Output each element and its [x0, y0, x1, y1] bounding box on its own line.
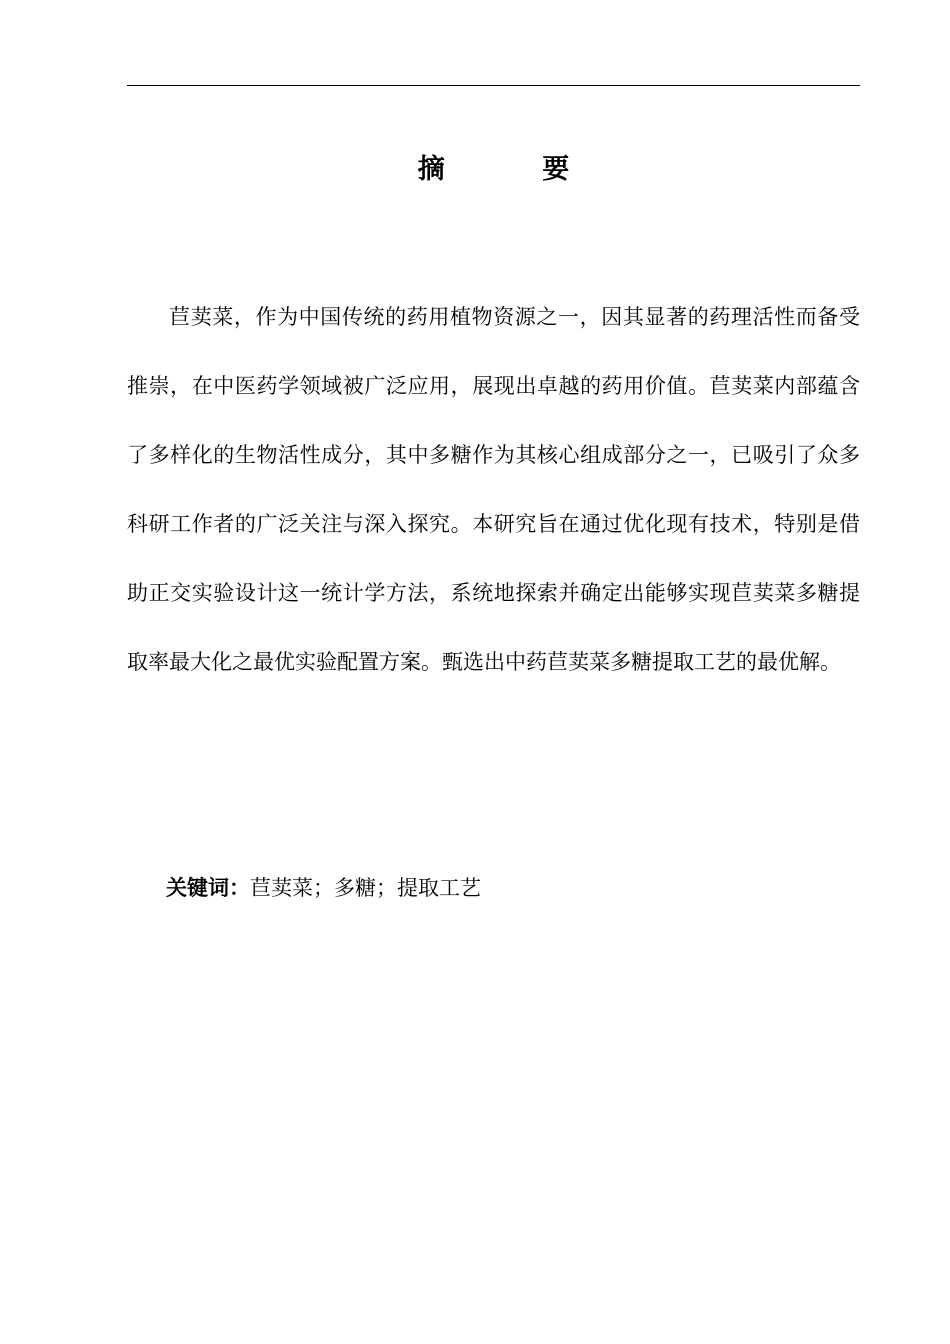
keywords-text: 苣荬菜；多糖；提取工艺: [250, 876, 481, 900]
abstract-paragraph: 苣荬菜，作为中国传统的药用植物资源之一，因其显著的药理活性而备受推崇，在中医药学领域被广泛应用，展现出卓越的药用价值。苣荬菜内部蕴含了多样化的生物活性成分，其中多糖作为其核心组成部分之一，已吸引了众多科研工作者的广泛关注与深入探究。本研究旨在通过优化现有技术，特别是借助正交实验设计这一统计学方法，系统地探索并确定出能够实现苣荬菜多糖提取率最大化之最优实验配置方案。甄选出中药苣荬菜多糖提取工艺的最优解。: [127, 305, 860, 674]
keywords-label: 关键词：: [166, 876, 250, 900]
header-rule: [127, 85, 860, 86]
page-title: 摘 要: [417, 154, 614, 185]
keywords-line: [166, 870, 481, 906]
